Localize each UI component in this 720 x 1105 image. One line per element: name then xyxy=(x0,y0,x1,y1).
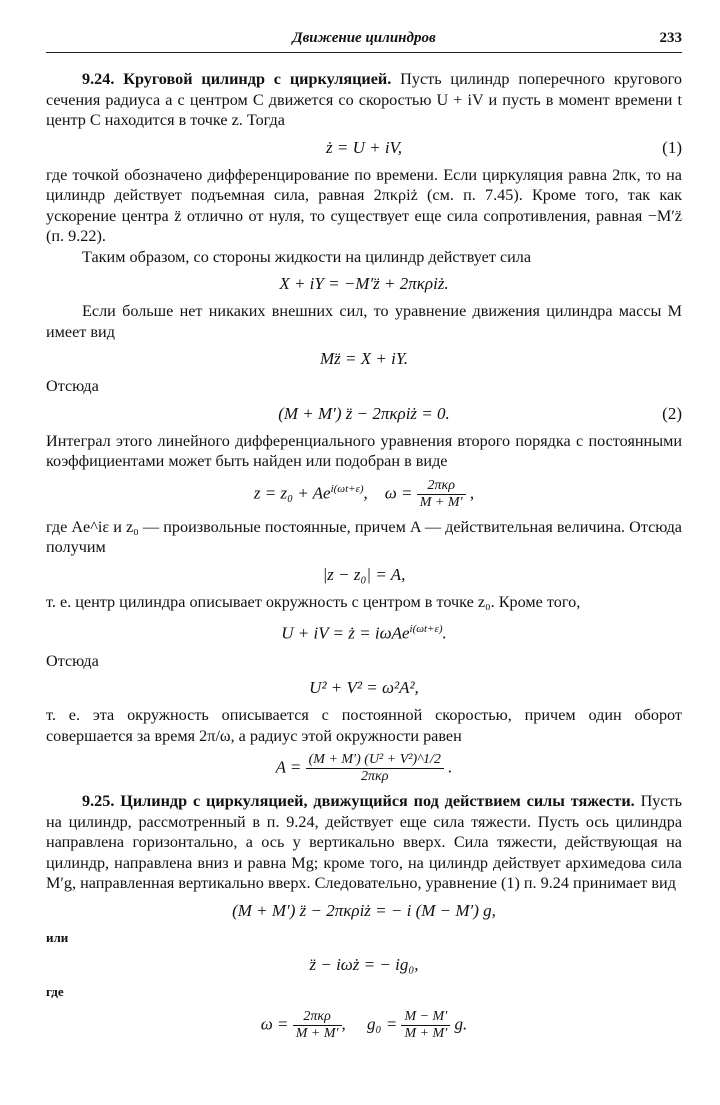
equation-velocity: U + iV = ż = iωAe$^{i(\omega t+\varepsilon)}$. xyxy=(281,623,447,643)
equation-motion xyxy=(46,348,682,370)
equation-text: A = xyxy=(275,757,302,777)
equation-text: Mz̈ = X + iY. xyxy=(320,349,408,368)
equation-text: g. xyxy=(454,1014,468,1034)
word-hence: Отсюда xyxy=(46,651,99,670)
page-number: 233 xyxy=(659,30,682,46)
page-header xyxy=(46,26,682,53)
section-title: Круговой цилиндр с циркуляцией. xyxy=(123,70,392,88)
running-title: Движение цилиндров xyxy=(292,30,436,46)
equation-gravity xyxy=(46,900,682,922)
equation-text: ż = U + iV, xyxy=(325,137,402,157)
paragraph: Если больше нет никаких внешних сил, то уравнение движения цилиндра массы M имеет вид xyxy=(46,302,682,341)
equation-text: z̈ − iωż = − ig₀, xyxy=(309,955,419,975)
section-9-25-intro xyxy=(46,791,682,894)
section-number: 9.24. xyxy=(82,70,115,88)
paragraph: Интеграл этого линейного дифференциального уравнения второго порядка с постоянными коэффициентами может быть найден или подобран в виде xyxy=(46,431,682,470)
word-where: где xyxy=(46,984,64,1000)
word-or: или xyxy=(46,929,69,945)
fraction-denominator: M + M′ xyxy=(295,1025,339,1041)
paragraph: Таким образом, со стороны жидкости на цилиндр действует сила xyxy=(82,247,532,266)
equation-text: g₀ = xyxy=(367,1014,398,1034)
fraction-numerator: 2πκρ xyxy=(417,478,466,495)
fraction-denominator: 2πκρ xyxy=(361,769,389,785)
section-number: 9.25. xyxy=(82,792,115,811)
equation-1 xyxy=(46,137,682,159)
equation-text: U + iV = ż = iωAe xyxy=(281,623,410,643)
word-hence: Отсюда xyxy=(46,377,99,395)
paragraph: т. е. центр цилиндра описывает окружность с центром в точке z₀. Кроме того, xyxy=(46,592,581,611)
fraction-denominator: M + M′ xyxy=(419,494,463,510)
equation-text: (M + M′) z̈ − 2πκρiż = 0. xyxy=(278,403,450,423)
fraction-numerator: 2πκρ xyxy=(293,1009,342,1026)
paragraph: т. е. эта окружность описывается с постоянной скоростью, причем один оборот совершается за время 2π/ω, а радиус этой окружности равен xyxy=(46,706,682,745)
equation-text: ω = xyxy=(260,1014,289,1034)
fraction xyxy=(293,1009,342,1042)
equation-number: (1) xyxy=(662,137,682,157)
fraction-denominator: M + M′ xyxy=(404,1025,448,1041)
paragraph-text: Пусть цилиндр поперечного кругового сечения радиуса a с центром C движется со скоростью U + iV и пусть в момент времени t центр C находится в точке z. Тогда xyxy=(46,70,682,129)
equation-text: (M + M′) z̈ − 2πκρiż = − i (M − M′) g, xyxy=(232,900,496,920)
equation-text: |z − z₀| = A, xyxy=(322,564,406,584)
section-9-24-intro xyxy=(46,69,682,131)
fraction xyxy=(417,478,466,511)
equation-text: ω = xyxy=(384,483,413,503)
equation-text: X + iY = −M′z̈ + 2πκρiż. xyxy=(279,274,449,293)
equation-definitions: ω = $\frac{\text{2πκρ}}{M + M'}$ , g₀ = $\frac{M - M'}{M + M'}$ g. xyxy=(260,1008,468,1041)
paragraph: где Ae^iε и z₀ — произвольные постоянные, причем A — действительная величина. Отсюда получим xyxy=(46,517,682,557)
equation-abs xyxy=(46,564,682,586)
fraction xyxy=(306,752,444,785)
equation-text: z = z₀ + Ae xyxy=(253,483,331,503)
section-title: Цилиндр с циркуляцией, движущийся под действием силы тяжести. xyxy=(120,792,635,811)
equation-2 xyxy=(46,403,682,425)
page-body xyxy=(46,69,682,1042)
equation-force xyxy=(46,273,682,295)
equation-solution: $z = z_0 + Ae^{i(\omega t+\varepsilon)}$, ω = $\frac{\text{2πκρ}}{M + M'}$ , xyxy=(253,477,475,510)
fraction-numerator: (M + M′) (U² + V²)^1/2 xyxy=(306,752,444,769)
equation-exponent: i(ωt+ε) xyxy=(330,482,364,495)
paragraph-text: Пусть на цилиндр, рассмотренный в п. 9.24, действует еще сила тяжести. Пусть ось цилиндра направлена горизонтально, а ось y вертикально вверх. Сила тяжести, действующая на цилиндр, направлена вниз и равна Mg; кроме того, на цилиндр действует архимедова сила M′g, направленная вертикально вверх. Следовательно, уравнение (1) п. 9.24 принимает вид xyxy=(46,792,683,893)
fraction xyxy=(401,1009,450,1042)
equation-exponent: i(ωt+ε) xyxy=(409,623,443,636)
paragraph: где точкой обозначено дифференцирование по времени. Если циркуляция равна 2πκ, то на цилиндр действует подъемная сила, равная 2πκρiż (см. п. 7.45). Кроме того, так как ускорение центра z̈ отлично от нуля, то существует еще сила сопротивления, равная −M′z̈ (п. 9.22). xyxy=(46,165,682,245)
equation-radius: A = $\frac{\text{(M + M′) (U² + V²)\textasciicircum{}1/2}}{\text{2πκρ}}$ . xyxy=(275,752,453,785)
equation-reduced xyxy=(46,954,682,976)
equation-speed xyxy=(46,677,682,699)
book-page xyxy=(46,26,682,1048)
equation-text: U² + V² = ω²A², xyxy=(309,678,419,698)
fraction-numerator: M − M′ xyxy=(401,1009,450,1026)
equation-number: (2) xyxy=(662,403,682,423)
